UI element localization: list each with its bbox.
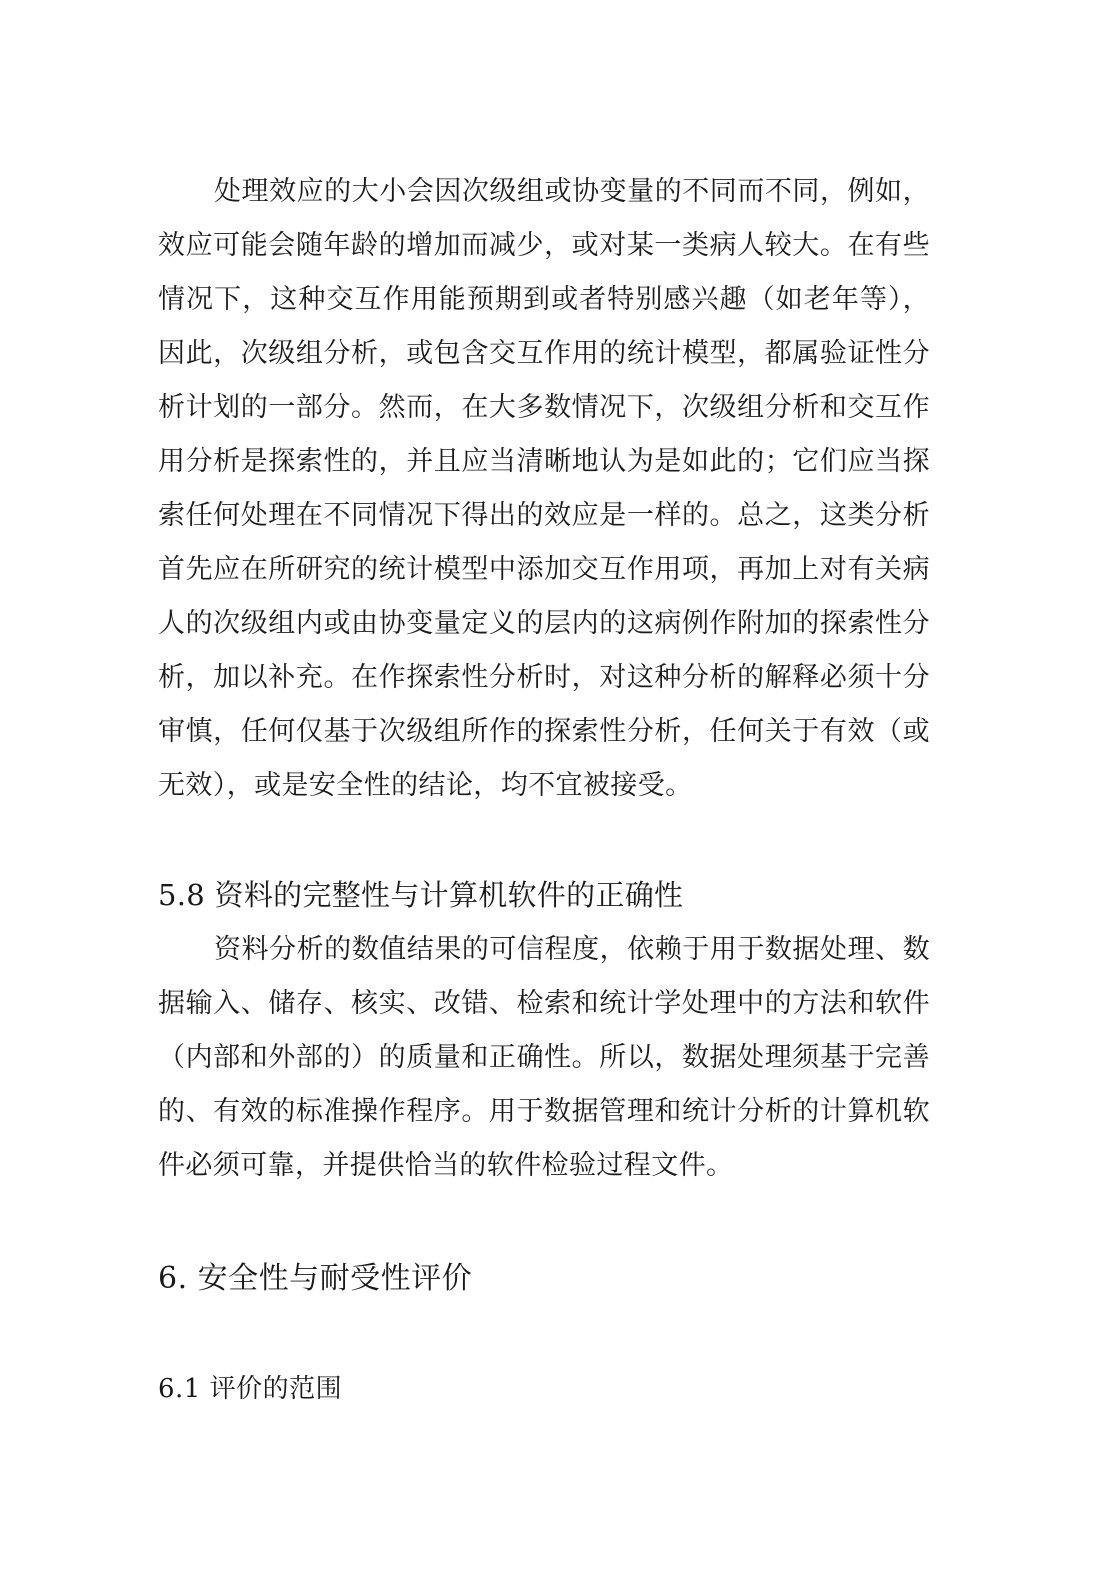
paragraph-subgroup-analysis: 处理效应的大小会因次级组或协变量的不同而不同，例如，效应可能会随年龄的增加而减少，或对某一类病人较大。在有些情况下，这种交互作用能预期到或者特别感兴趣（如老年等），因此，次级组分析，或包含交互作用的统计模型，都属验证性分析计划的一部分。然而，在大多数情况下，次级组分析和交互作用分析是探索性的，并且应当清晰地认为是如此的；它们应当探索任何处理在不同情况下得出的效应是一样的。总之，这类分析首先应在所研究的统计模型中添加交互作用项，再加上对有关病人的次级组内或由协变量定义的层内的这病例作附加的探索性分析，加以补充。在作探索性分析时，对这种分析的解释必须十分审慎，任何仅基于次级组所作的探索性分析，任何关于有效（或无效），或是安全性的结论，均不宜被接受。 [158,176,930,801]
paragraph-data-integrity: 资料分析的数值结果的可信程度，依赖于用于数据处理、数据输入、储存、核实、改错、检索和统计学处理中的方法和软件（内部和外部的）的质量和正确性。所以，数据处理须基于完善的、有效的标准操作程序。用于数据管理和统计分析的计算机软件必须可靠，并提供恰当的软件检验过程文件。 [158,934,930,1181]
section-heading-6-1: 6.1 评价的范围 [158,1374,343,1404]
section-heading-5-8: 5.8 资料的完整性与计算机软件的正确性 [158,878,684,912]
section-heading-6: 6. 安全性与耐受性评价 [158,1261,473,1296]
